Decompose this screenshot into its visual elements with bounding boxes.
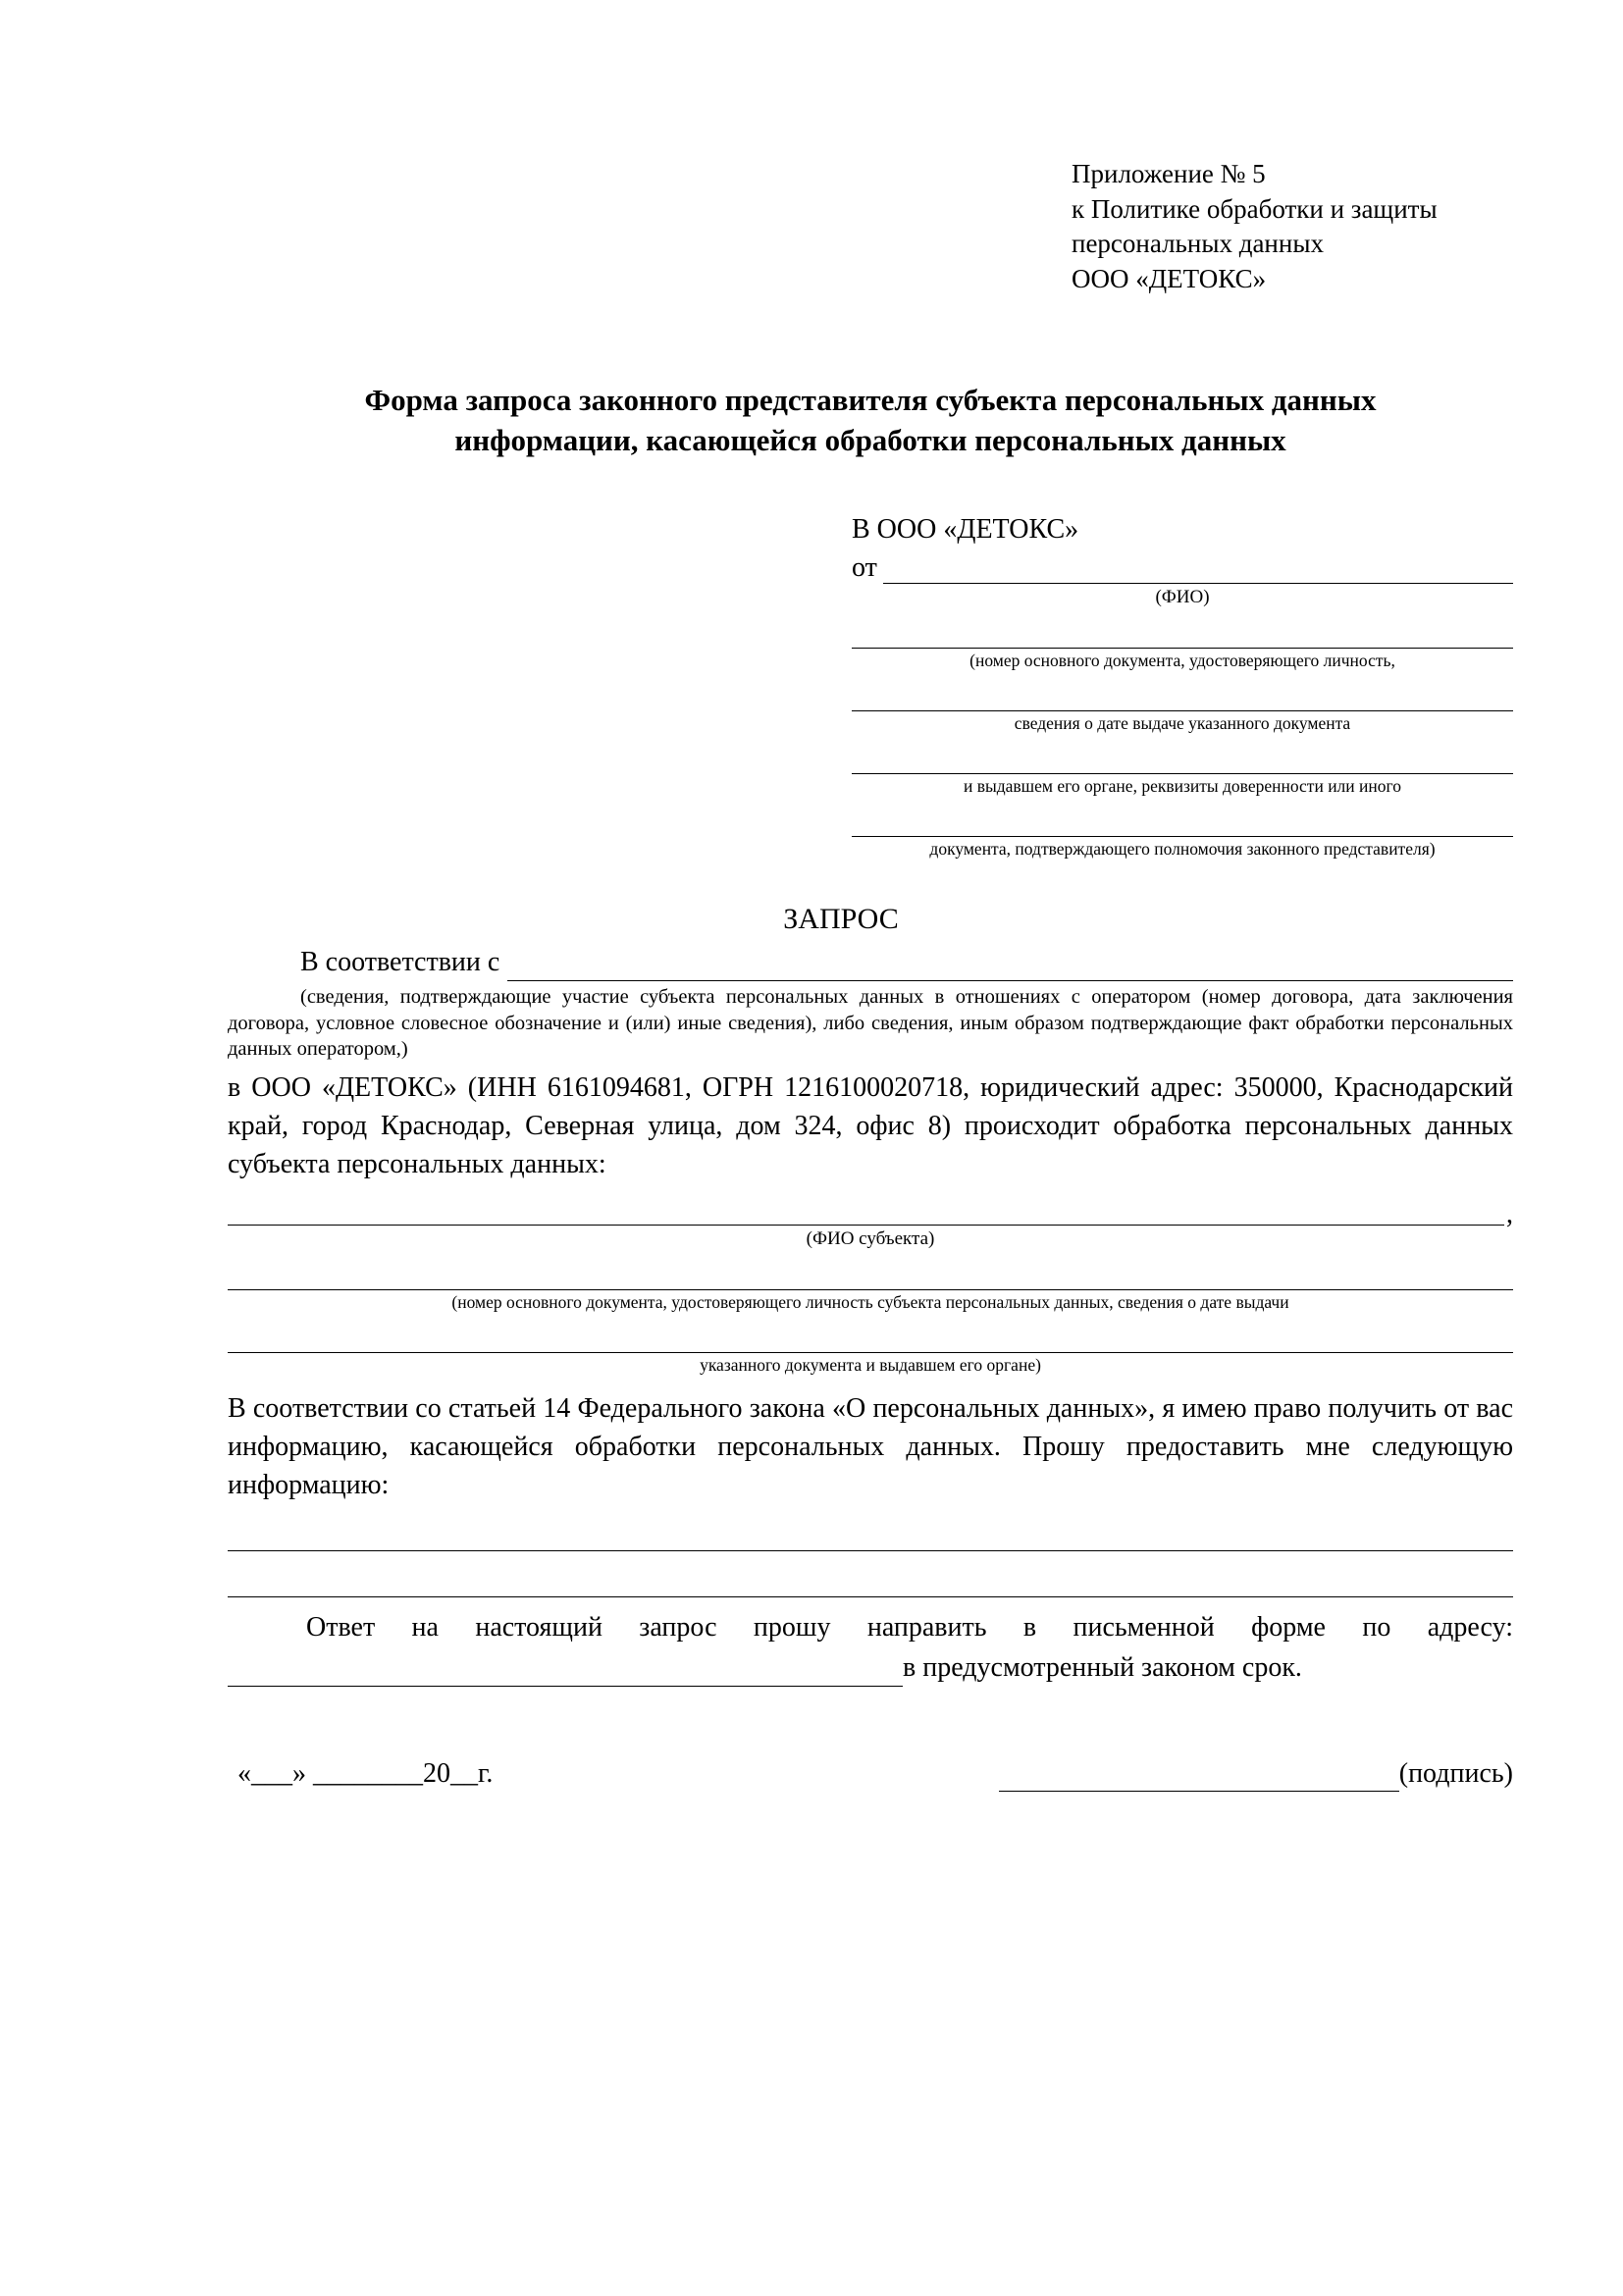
addressee-block [852,514,1513,860]
caption-fio: (ФИО) [1155,587,1210,608]
request-heading: ЗАПРОС [783,903,899,936]
signature-caption: (подпись) [1398,1757,1513,1789]
comma-mark: , [1506,1199,1513,1230]
doc-organ-input-line[interactable] [852,748,1513,774]
page-title-line-1: Форма запроса законного представителя субъекта персональных данных [364,382,1377,417]
compliance-lead: В соответствии с [300,947,500,978]
signature-row [228,1755,1513,1793]
law-paragraph: В соответствии со статьей 14 Федерального закона «О персональных данных», я имею право получить от вас информацию, касающейся обработки персональных данных. Прошу предоставить мне следующую информацию: [228,1392,1513,1501]
organization-paragraph: в ООО «ДЕТОКС» (ИНН 6161094681, ОГРН 1216100020718, юридический адрес: 350000, Краснодарский край, город Краснодар, Северная улица, дом 324, офис 8) происходит обработка персональных данных субъекта персональных данных: [228,1071,1513,1180]
caption-subject-doc: (номер основного документа, удостоверяющего личность субъекта персональных данных, сведения о дате выдачи [451,1292,1289,1313]
page-title [228,380,1513,462]
answer-address-tail: в предусмотренный законом срок. [903,1652,1302,1684]
caption-subject-doc-organ: указанного документа и выдавшем его органе) [700,1355,1041,1376]
subject-fio-input-line[interactable] [228,1195,1504,1226]
appendix-policy-line-2: персональных данных [1072,229,1324,259]
compliance-row [228,944,1513,981]
from-label: от [852,552,877,584]
caption-doc-organ: и выдавшем его органе, реквизиты доверенности или иного [963,775,1402,796]
answer-address-input-line[interactable] [228,1656,903,1687]
document-content [228,0,1513,1792]
page-title-line-2: информации, касающейся обработки персональных данных [454,423,1286,458]
appendix-company: ООО «ДЕТОКС» [1072,263,1267,293]
requested-info-line-2[interactable] [228,1571,1513,1597]
appendix-policy-line-1: к Политике обработки и защиты [1072,193,1438,224]
subject-doc-input-line[interactable] [228,1264,1513,1290]
caption-subject-fio: (ФИО субъекта) [806,1228,935,1250]
caption-doc-date: сведения о дате выдаче указанного документа [1014,712,1351,733]
appendix-number: Приложение № 5 [1072,159,1266,188]
requested-info-line-1[interactable] [228,1525,1513,1551]
doc-number-input-line[interactable] [852,622,1513,649]
subject-doc-organ-input-line[interactable] [228,1327,1513,1353]
subject-fio-row [228,1195,1513,1230]
from-field-row [852,552,1513,584]
compliance-input-line[interactable] [507,955,1513,981]
signature-input-line[interactable] [999,1765,1399,1792]
answer-instruction: Ответ на настоящий запрос прошу направить в письменной форме по адресу: [306,1611,1513,1643]
addressee-organization: В ООО «ДЕТОКС» [852,514,1079,546]
appendix-header [1072,157,1513,297]
answer-address-row [228,1649,1513,1687]
date-field[interactable]: «___» ________20__г. [237,1757,494,1789]
request-body [228,944,1513,1792]
from-input-line[interactable] [883,557,1513,584]
doc-date-input-line[interactable] [852,685,1513,711]
caption-doc-authority: документа, подтверждающего полномочия законного представителя) [929,838,1436,859]
compliance-note: (сведения, подтверждающие участие субъекта персональных данных в отношениях с оператором (номер договора, дата заключения договора, условное словесное обозначение и (или) иные сведения), либо сведения, иным образом подтверждающие факт обработки персональных данных оператором,) [228,985,1513,1061]
caption-doc-number: (номер основного документа, удостоверяющего личность, [969,650,1395,670]
doc-authority-input-line[interactable] [852,810,1513,837]
